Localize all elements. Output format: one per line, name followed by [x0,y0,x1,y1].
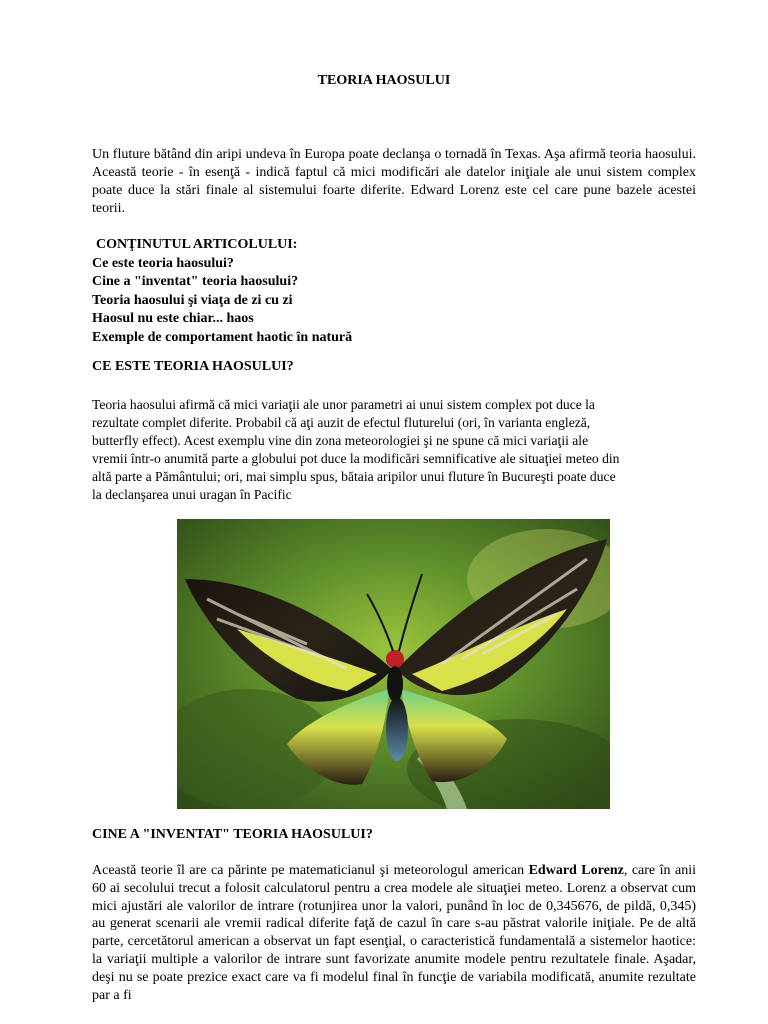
toc-item: Ce este teoria haosului? [92,255,234,271]
section-heading-what-is: CE ESTE TEORIA HAOSULUI? [92,359,294,374]
toc-item: Cine a "inventat" teoria haosului? [92,274,299,289]
paragraph-line: altă parte a Pământului; ori, mai simplu spus, bătaia aripilor unui fluture în Bucureşti poate duce [92,469,616,484]
toc-heading: CONŢINUTUL ARTICOLULUI: [96,237,298,252]
paragraph-line: butterfly effect). Acest exemplu vine din zona meteorologiei şi ne spune că mici variaţii ale [92,433,589,448]
paragraph-text: , care în anii 60 ai secolului trecut a folosit calculatorul pentru a crea modele ale situaţiei meteo. Lorenz a observat cum mici ajustări ale valorilor de intrare (rotunjirea unor la valori, punând în loc de 0,345676, de pildă, 0,345) au generat scenarii ale vremii radical diferite faţă de cazul în care s-au păstrat valorile iniţiale. Pe de altă parte, cercetătorul american a observat un fapt esenţial, o caracteristică fundamentală a sistemelor haotice: la variaţii multiple a valorilor de intrare sunt favorizate anumite modele pentru rezultatele finale. Aşadar, deşi nu se poate prezice exact care va fi modelul final în funcţie de variabila modificată, anumite rezultate par a fi [92,863,696,1003]
toc-item: Haosul nu este chiar... haos [92,311,254,326]
toc-item: Teoria haosului şi viaţa de zi cu zi [92,292,293,308]
intro-paragraph: Un fluture bătând din aripi undeva în Europa poate declanşa o tornadă în Texas. Aşa afirmă teoria haosului. Această teorie - în esenţă - indică faptul că mici modificări ale datelor iniţiale ale unui sistem complex poate duce la stări finale al sistemului foarte diferite. Edward Lorenz este cel care pune bazele acestei teorii. [92,147,696,216]
table-of-contents [92,236,696,347]
paragraph-line: Teoria haosului afirmă că mici variaţii ale unor parametri ai unui sistem complex pot duce la [92,397,595,412]
section-heading-who-invented: CINE A "INVENTAT" TEORIA HAOSULUI? [92,827,373,842]
paragraph-line: vremii într-o anumită parte a globului pot duce la modificări semnificative ale situaţiei meteo din [92,451,620,466]
section-who-invented-paragraph [92,862,696,1004]
document-title: TEORIA HAOSULUI [317,73,451,88]
butterfly-photo [177,519,610,809]
paragraph-line: la declanşarea unui uragan în Pacific [92,487,292,502]
paragraph-line: rezultate complet diferite. Probabil că aţi auzit de efectul fluturelui (ori, în varianta engleză, [92,415,591,430]
toc-item: Exemple de comportament haotic în natură [92,329,353,345]
section-what-is-paragraph [92,396,696,504]
person-name: Edward Lorenz [528,863,624,878]
paragraph-text: Această teorie îl are ca părinte pe matematicianul şi meteorologul american [92,863,529,878]
